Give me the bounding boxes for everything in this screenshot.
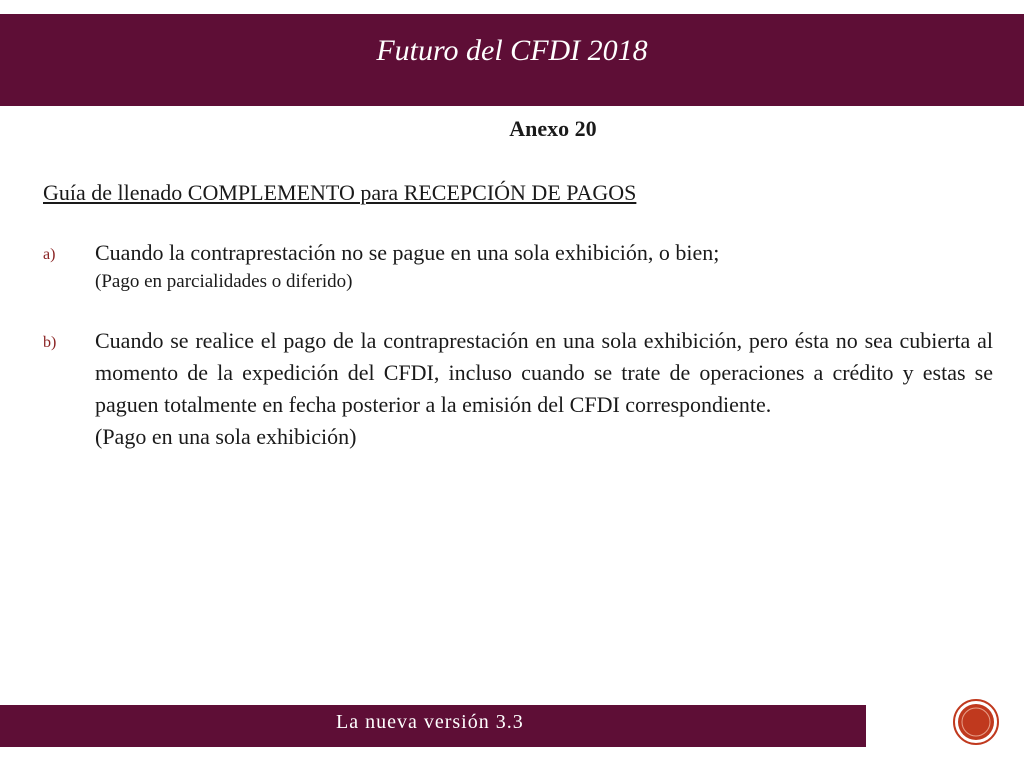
annex-heading: Anexo 20 — [509, 116, 597, 141]
list-marker-b: b) — [43, 334, 57, 351]
list-item-b-note: (Pago en una sola exhibición) — [95, 424, 357, 449]
list-marker-a: a) — [43, 246, 56, 263]
slide-title: Futuro del CFDI 2018 — [376, 34, 648, 67]
list-item-b-text: Cuando se realice el pago de la contraprestación en una sola exhibición, pero ésta no sea cubierta al momento de la expedición del CFDI, incluso cuando se trate de operaciones a crédito y estas se paguen totalmente en fecha posterior a la emisión del CFDI correspondiente. — [95, 328, 993, 417]
footer-band — [0, 705, 866, 747]
list-item-a-text: Cuando la contraprestación no se pague en una sola exhibición, o bien; — [95, 240, 720, 265]
list-item-b — [43, 325, 993, 421]
list-item-a-note: (Pago en parcialidades o diferido) — [95, 271, 353, 292]
list-item-a — [43, 237, 993, 269]
slide-content — [43, 115, 993, 453]
circle-badge-icon — [953, 699, 999, 745]
guide-title: Guía de llenado COMPLEMENTO para RECEPCIÓN DE PAGOS — [43, 180, 637, 205]
footer-text: La nueva versión 3.3 — [336, 711, 524, 733]
